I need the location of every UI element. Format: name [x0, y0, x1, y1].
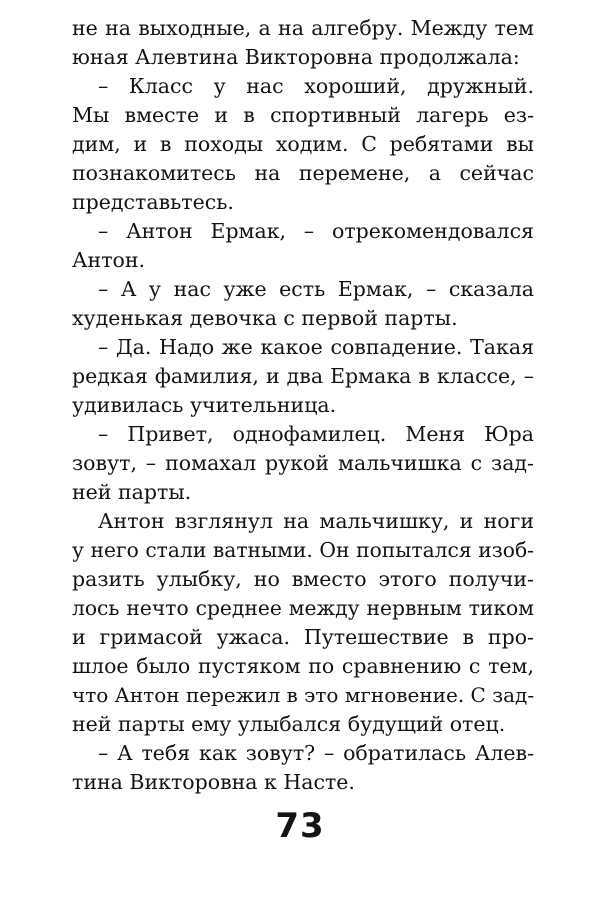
text-line: познакомитесь на перемене, а сейчас: [72, 161, 534, 185]
text-line: что Антон пережил в это мгновение. С зад-: [72, 683, 535, 707]
text-line: – А тебя как зовут? – обратилась Алев-: [98, 741, 534, 765]
text-line: удивилась учительница.: [72, 393, 337, 417]
text-line: юная Алевтина Викторовна продолжала:: [72, 45, 520, 69]
text-line: ней парты.: [72, 480, 192, 504]
text-line: – Да. Надо же какое совпадение. Такая: [98, 335, 534, 359]
text-line: представьтесь.: [72, 190, 234, 214]
page-text: [72, 14, 534, 797]
text-line: тина Викторовна к Насте.: [72, 770, 355, 794]
text-line: дим, и в походы ходим. С ребятами вы: [72, 132, 534, 156]
text-line: лось нечто среднее между нервным тиком: [72, 596, 534, 620]
text-line: Антон.: [72, 248, 146, 272]
text-line: – Класс у нас хороший, дружный.: [98, 74, 534, 98]
text-line: – Привет, однофамилец. Меня Юра: [98, 422, 534, 446]
text-line: у него стали ватными. Он попытался изоб-: [72, 538, 534, 562]
text-line: – Антон Ермак, – отрекомендовался: [98, 219, 534, 243]
text-line: редкая фамилия, и два Ермака в классе, –: [72, 364, 534, 388]
text-line: Антон взглянул на мальчишку, и ноги: [98, 509, 534, 533]
text-line: худенькая девочка с первой парты.: [72, 306, 458, 330]
text-line: не на выходные, а на алгебру. Между тем: [72, 16, 534, 40]
text-line: разить улыбку, но вместо этого получи-: [72, 567, 534, 591]
text-line: и гримасой ужаса. Путешествие в про-: [72, 625, 534, 649]
text-line: шлое было пустяком по сравнению с тем,: [72, 654, 534, 678]
text-line: Мы вместе и в спортивный лагерь ез-: [72, 103, 534, 127]
text-line: ней парты ему улыбался будущий отец.: [72, 712, 506, 736]
page-number: 73: [275, 806, 325, 846]
text-line: – А у нас уже есть Ермак, – сказала: [98, 277, 534, 301]
text-line: зовут, – помахал рукой мальчишка с зад-: [72, 451, 534, 475]
